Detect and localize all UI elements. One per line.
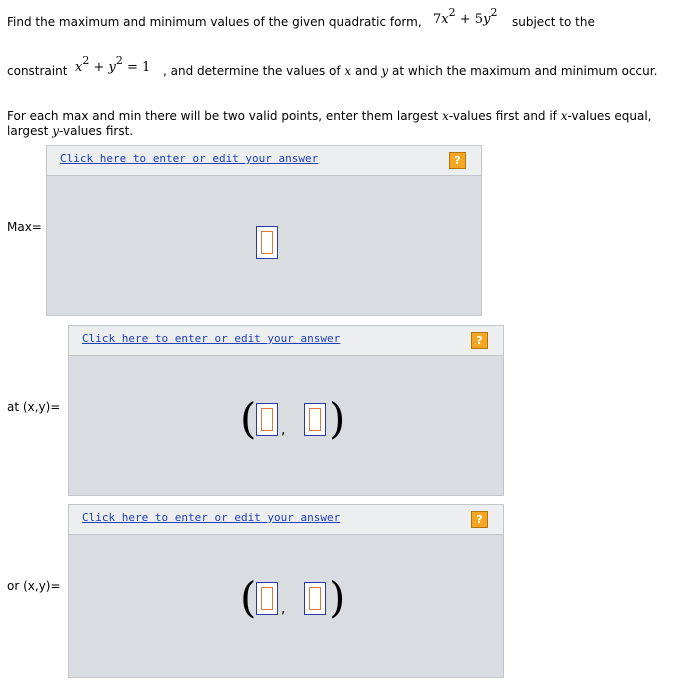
question-intro: Find the maximum and minimum values of the given quadratic form, [7,15,422,29]
at-x-input[interactable] [256,403,278,436]
open-paren: ( [240,394,257,443]
instructions: For each max and min there will be two valid points, enter them largest x-values first and if x-values equal, largest y-values first. [7,109,652,138]
at-xy-answer-panel[interactable] [68,325,504,496]
comma: , [281,422,286,438]
at-y-input[interactable] [304,403,326,436]
at-xy-label: at (x,y)= [7,400,61,414]
max-value-input[interactable] [256,226,278,259]
close-paren: ) [329,573,346,622]
at-xy-answer-header [69,326,503,356]
max-answer-panel[interactable] [46,145,482,316]
or-x-input[interactable] [256,582,278,615]
help-icon[interactable]: ? [471,332,488,349]
open-paren: ( [240,573,257,622]
comma: , [281,601,286,617]
close-paren: ) [329,394,346,443]
max-answer-header [47,146,481,176]
or-xy-answer-panel[interactable] [68,504,504,678]
max-label: Max= [7,220,42,234]
constraint-equation: $x^2 + y^2 = 1$ [75,54,151,75]
max-edit-answer-link[interactable]: Click here to enter or edit your answer [60,152,319,165]
constraint-label: constraint [7,64,68,78]
question-line-2: , and determine the values of x and y at which the maximum and minimum occur. [163,64,658,78]
help-icon[interactable]: ? [449,152,466,169]
or-y-input[interactable] [304,582,326,615]
help-icon[interactable]: ? [471,511,488,528]
question-line-1 [7,15,422,29]
or-xy-label: or (x,y)= [7,579,61,593]
subject-text: subject to the [512,15,595,29]
at-xy-edit-answer-link[interactable]: Click here to enter or edit your answer [82,332,341,345]
quadratic-form: $7x^2 + 5y^2$ [433,6,498,27]
or-xy-answer-header [69,505,503,535]
or-xy-edit-answer-link[interactable]: Click here to enter or edit your answer [82,511,341,524]
